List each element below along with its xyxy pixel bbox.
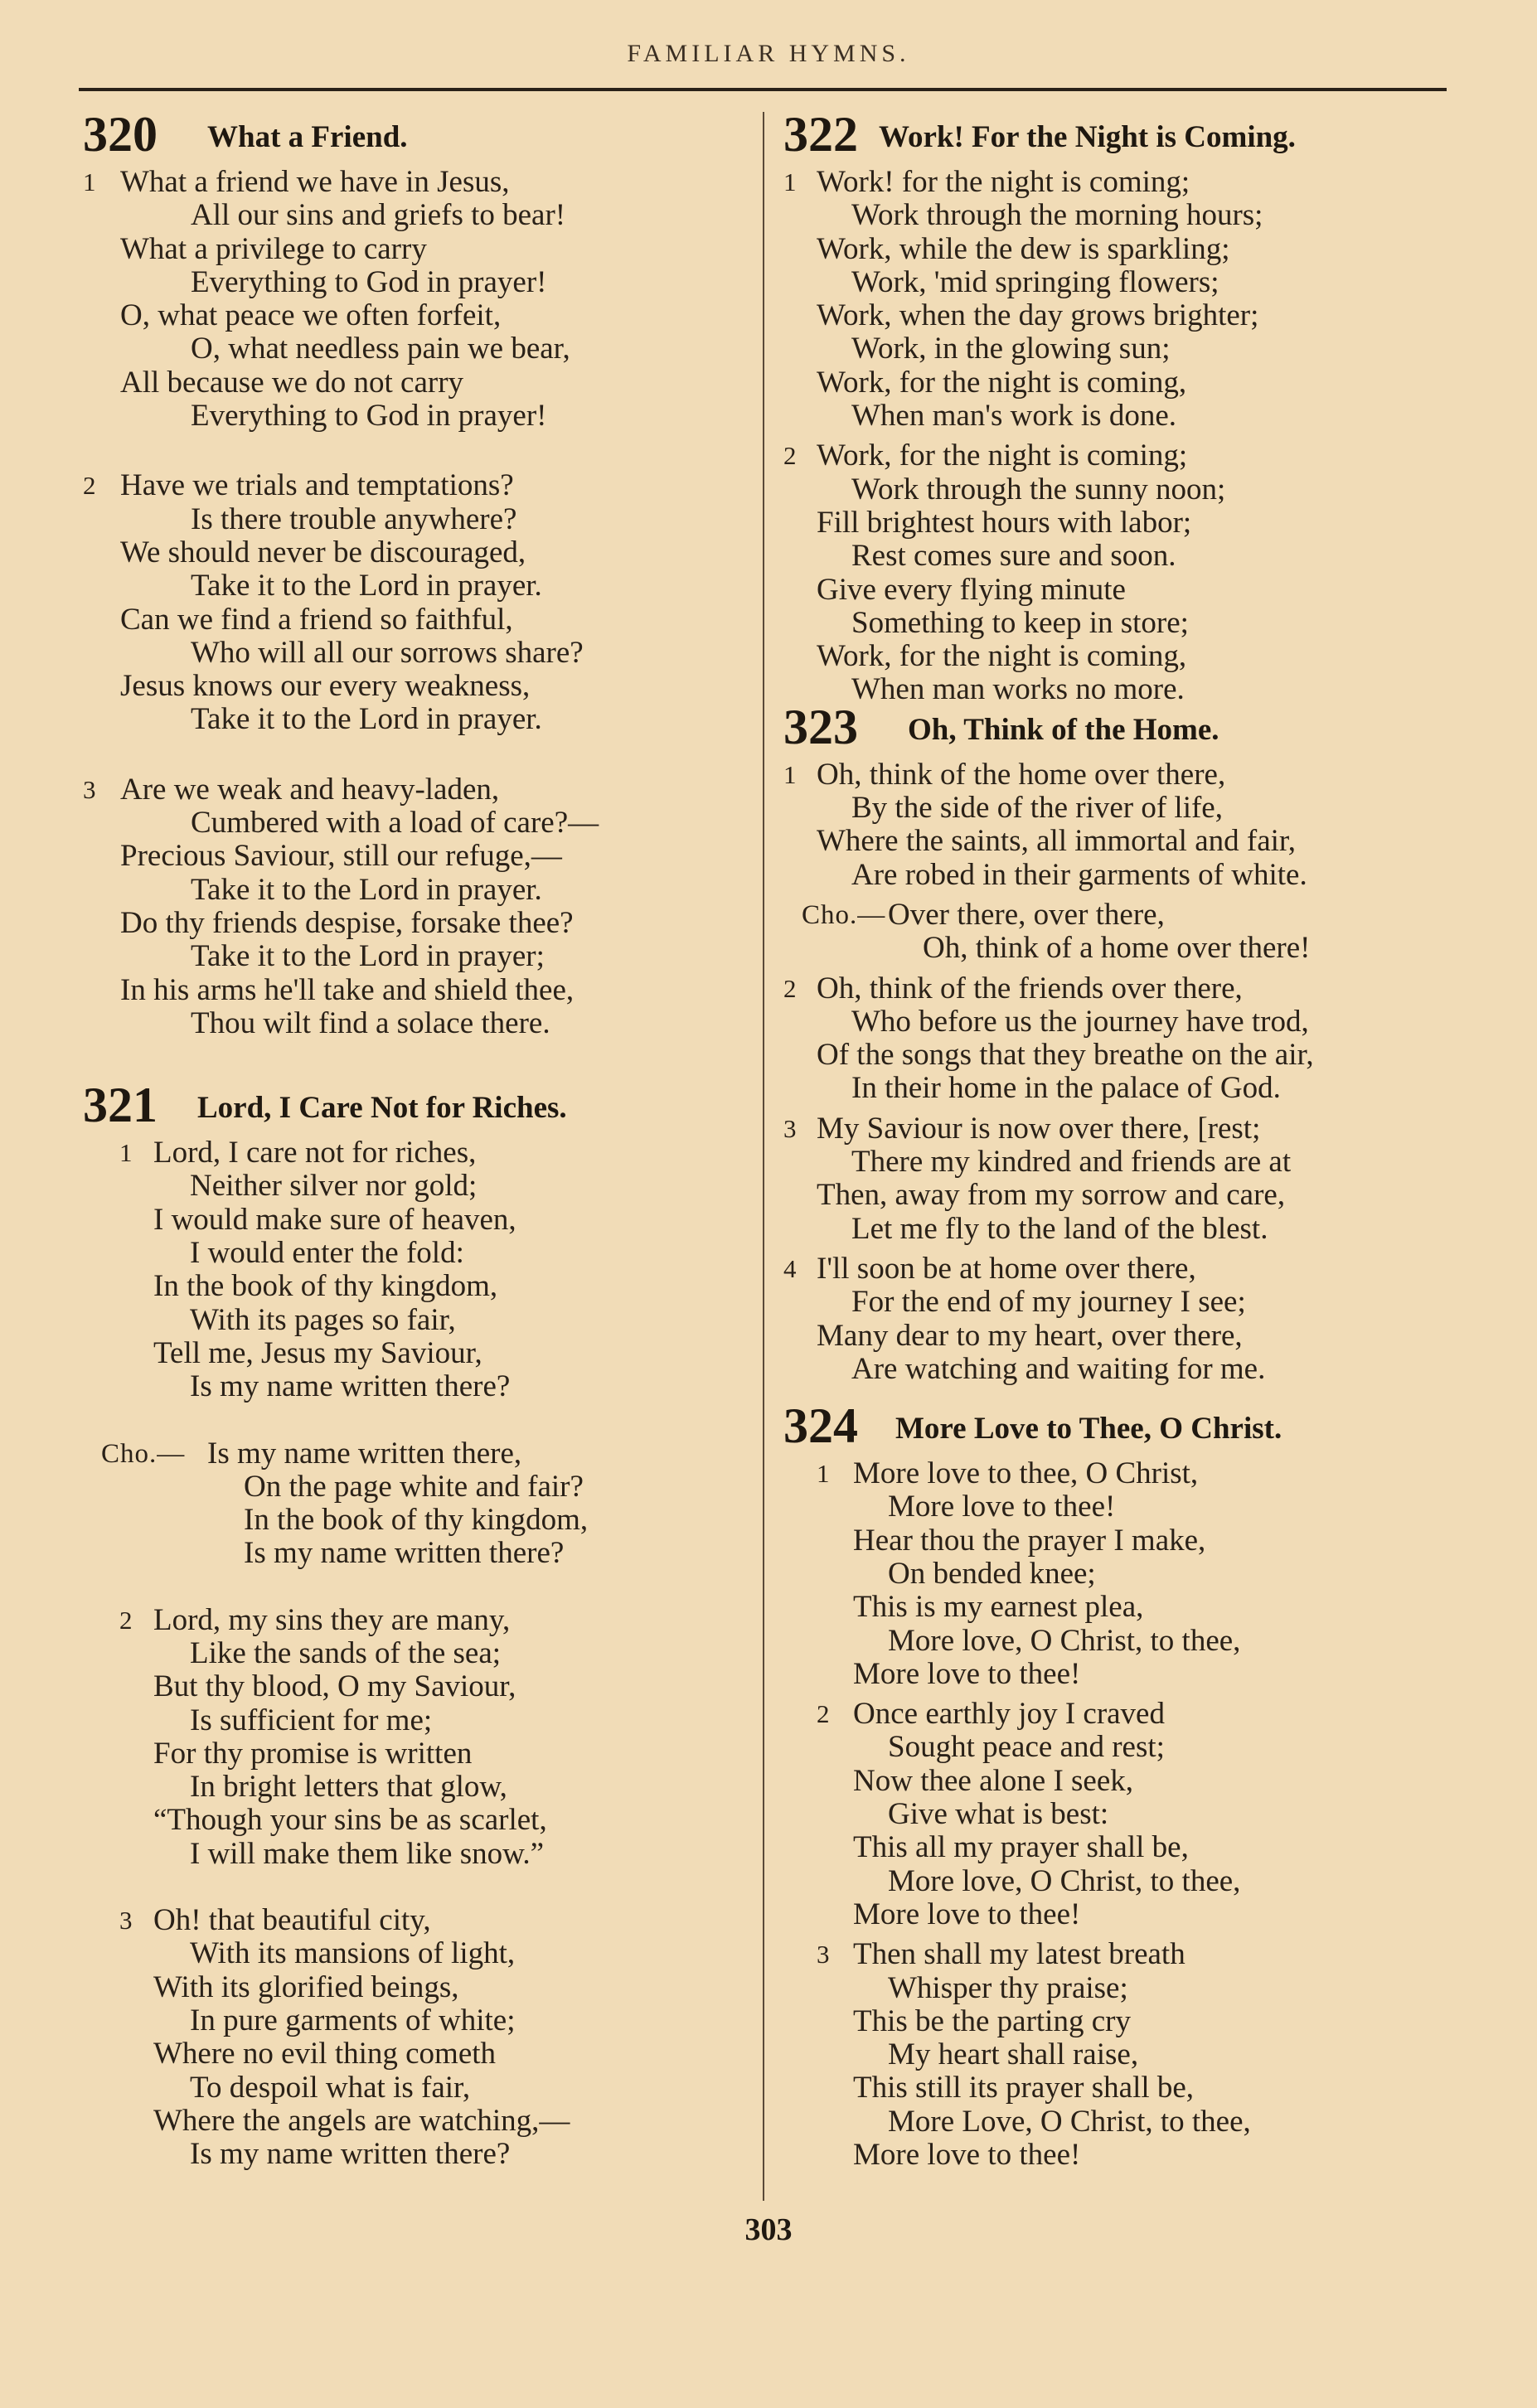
verse-text: O, what peace we often forfeit, bbox=[120, 298, 502, 333]
verse-line bbox=[783, 366, 1463, 400]
verse-text: Everything to God in prayer! bbox=[191, 399, 547, 434]
stanza bbox=[783, 1698, 1463, 1931]
verse-text: More love, O Christ, to thee, bbox=[888, 1623, 1241, 1658]
verse-line bbox=[783, 899, 1463, 932]
verse-text: More love to thee! bbox=[888, 1490, 1116, 1524]
verse-line bbox=[783, 1072, 1463, 1105]
verse-text: More love to thee! bbox=[853, 2138, 1081, 2173]
hymn-title: What a Friend. bbox=[207, 120, 408, 154]
hymn-title: Oh, Think of the Home. bbox=[908, 712, 1219, 747]
chorus-marker: Cho.— bbox=[101, 1438, 186, 1469]
stanza-number: 1 bbox=[119, 1138, 133, 1168]
verse-text: Take it to the Lord in prayer. bbox=[191, 569, 542, 603]
verse-line bbox=[783, 825, 1463, 858]
verse-text: On bended knee; bbox=[888, 1556, 1096, 1591]
verse-text: For the end of my journey I see; bbox=[851, 1285, 1246, 1320]
verse-text: Over there, over there, bbox=[888, 897, 1165, 932]
verse-line bbox=[83, 1270, 754, 1303]
verse-line bbox=[783, 332, 1463, 366]
verse-line bbox=[83, 1971, 754, 2004]
verse-text: Whisper thy praise; bbox=[888, 1970, 1128, 2005]
stanza-number: 2 bbox=[83, 471, 96, 501]
verse-line bbox=[83, 1670, 754, 1703]
verse-text: O, what needless pain we bear, bbox=[191, 332, 570, 366]
verse-line bbox=[783, 473, 1463, 506]
verse-text: More love to thee, O Christ, bbox=[853, 1456, 1199, 1491]
hymn-title: Lord, I Care Not for Riches. bbox=[197, 1091, 567, 1126]
verse-text: Give every flying minute bbox=[817, 572, 1126, 607]
verse-line bbox=[83, 2138, 754, 2171]
verse-line bbox=[83, 1838, 754, 1871]
stanza bbox=[783, 972, 1463, 1106]
verse-text: But thy blood, O my Saviour, bbox=[153, 1669, 516, 1704]
hymn-number: 321 bbox=[83, 1078, 158, 1133]
verse-text: Neither silver nor gold; bbox=[190, 1169, 478, 1204]
stanza bbox=[783, 758, 1463, 892]
hymn-header bbox=[83, 99, 754, 166]
verse-line bbox=[83, 907, 754, 940]
verse-text: What a friend we have in Jesus, bbox=[120, 165, 510, 199]
verse-text: By the side of the river of life, bbox=[851, 791, 1223, 826]
verse-text: Sought peace and rest; bbox=[888, 1730, 1165, 1765]
stanza-number: 3 bbox=[83, 774, 96, 804]
verse-text: Now thee alone I seek, bbox=[853, 1763, 1134, 1798]
verse-text: Work through the sunny noon; bbox=[851, 472, 1226, 506]
verse-line bbox=[783, 972, 1463, 1005]
verse-line bbox=[783, 2038, 1463, 2071]
verse-text: In pure garments of white; bbox=[190, 2003, 516, 2037]
verse-line bbox=[783, 1558, 1463, 1591]
verse-line bbox=[83, 1470, 754, 1504]
verse-line bbox=[83, 840, 754, 873]
verse-line bbox=[83, 1370, 754, 1403]
verse-text: My heart shall raise, bbox=[888, 2037, 1139, 2072]
verse-text: I will make them like snow.” bbox=[190, 1836, 545, 1871]
verse-text: Tell me, Jesus my Saviour, bbox=[153, 1335, 482, 1370]
verse-text: Take it to the Lord in prayer; bbox=[191, 939, 545, 974]
verse-line bbox=[783, 1005, 1463, 1039]
verse-line bbox=[783, 1831, 1463, 1864]
stanza-number: 3 bbox=[119, 1906, 133, 1936]
stanza bbox=[83, 1136, 754, 1403]
verse-text: In the book of thy kingdom, bbox=[153, 1269, 498, 1304]
hymn-323 bbox=[783, 692, 1463, 1386]
verse-text: More love to thee! bbox=[853, 1656, 1081, 1691]
verse-text: Do thy friends despise, forsake thee? bbox=[120, 905, 574, 940]
verse-line bbox=[783, 1213, 1463, 1246]
page-number: 303 bbox=[744, 2212, 793, 2247]
verse-text: Of the songs that they breathe on the air, bbox=[817, 1038, 1314, 1073]
verse-line bbox=[783, 2139, 1463, 2172]
stanza-number: 1 bbox=[83, 167, 96, 196]
verse-text: Let me fly to the land of the blest. bbox=[851, 1211, 1268, 1246]
stanza-number: 3 bbox=[817, 1940, 830, 1970]
verse-line bbox=[783, 233, 1463, 266]
stanza-number: 4 bbox=[783, 1253, 797, 1283]
verse-line bbox=[783, 1798, 1463, 1831]
verse-text: In the book of thy kingdom, bbox=[244, 1503, 589, 1538]
verse-text: Have we trials and temptations? bbox=[120, 468, 514, 503]
hymn-header bbox=[783, 1391, 1463, 1457]
verse-line bbox=[83, 1204, 754, 1237]
verse-line bbox=[783, 439, 1463, 472]
verse-text: Where no evil thing cometh bbox=[153, 2037, 497, 2071]
stanza-number: 1 bbox=[783, 759, 797, 789]
verse-text: Work, 'mid springing flowers; bbox=[851, 264, 1219, 299]
verse-text: In his arms he'll take and shield thee, bbox=[120, 972, 575, 1007]
verse-line bbox=[783, 859, 1463, 892]
verse-text: Work, for the night is coming, bbox=[817, 365, 1187, 400]
verse-text: Who before us the journey have trod, bbox=[851, 1004, 1309, 1039]
verse-line bbox=[783, 1320, 1463, 1353]
verse-line bbox=[83, 603, 754, 637]
stanza bbox=[783, 1112, 1463, 1246]
verse-line bbox=[783, 1972, 1463, 2005]
verse-line bbox=[783, 540, 1463, 573]
verse-line bbox=[83, 1337, 754, 1370]
hymn-324 bbox=[783, 1391, 1463, 2172]
verse-text: To despoil what is fair, bbox=[190, 2070, 471, 2105]
verse-line bbox=[783, 932, 1463, 965]
verse-text: Give what is best: bbox=[888, 1797, 1109, 1832]
verse-text: In bright letters that glow, bbox=[190, 1770, 507, 1805]
verse-text: With its pages so fair, bbox=[190, 1302, 456, 1337]
verse-line bbox=[783, 574, 1463, 607]
verse-text: Work, while the dew is sparkling; bbox=[817, 231, 1230, 266]
verse-line bbox=[783, 166, 1463, 199]
stanza bbox=[783, 439, 1463, 706]
verse-text: More Love, O Christ, to thee, bbox=[888, 2104, 1251, 2139]
verse-line bbox=[83, 1237, 754, 1270]
verse-line bbox=[783, 1112, 1463, 1146]
verse-line bbox=[783, 1457, 1463, 1490]
verse-line bbox=[83, 1904, 754, 1937]
verse-text: Thou wilt find a solace there. bbox=[191, 1005, 550, 1040]
hymn-header bbox=[783, 99, 1463, 166]
stanza bbox=[83, 469, 754, 736]
verse-line bbox=[83, 1737, 754, 1771]
verse-text: I'll soon be at home over there, bbox=[817, 1251, 1196, 1286]
verse-line bbox=[83, 1637, 754, 1670]
verse-line bbox=[83, 469, 754, 502]
verse-line bbox=[83, 874, 754, 907]
verse-line bbox=[83, 299, 754, 332]
verse-line bbox=[783, 1765, 1463, 1798]
verse-line bbox=[783, 1865, 1463, 1898]
verse-text: On the page white and fair? bbox=[244, 1469, 584, 1504]
verse-line bbox=[83, 1136, 754, 1170]
verse-text: Take it to the Lord in prayer. bbox=[191, 702, 542, 737]
verse-text: Work, in the glowing sun; bbox=[851, 332, 1171, 366]
stanza bbox=[83, 773, 754, 1040]
verse-line bbox=[83, 1304, 754, 1337]
verse-line bbox=[783, 2071, 1463, 2105]
verse-text: Is my name written there, bbox=[207, 1436, 522, 1470]
verse-text: “Though your sins be as scarlet, bbox=[153, 1803, 547, 1838]
verse-line bbox=[83, 266, 754, 299]
hymn-number: 323 bbox=[783, 699, 858, 754]
verse-text: All our sins and griefs to bear! bbox=[191, 198, 566, 233]
verse-line bbox=[83, 2004, 754, 2037]
verse-text: Is my name written there? bbox=[244, 1536, 565, 1571]
verse-line bbox=[83, 536, 754, 569]
verse-line bbox=[783, 1146, 1463, 1179]
verse-text: Then shall my latest breath bbox=[853, 1937, 1185, 1972]
verse-line bbox=[83, 637, 754, 670]
header-rule bbox=[79, 88, 1447, 91]
verse-text: Is my name written there? bbox=[190, 2137, 511, 2172]
verse-text: Lord, my sins they are many, bbox=[153, 1602, 511, 1637]
verse-line bbox=[783, 2105, 1463, 2139]
verse-line bbox=[83, 1704, 754, 1737]
verse-text: Take it to the Lord in prayer. bbox=[191, 872, 542, 907]
verse-text: Oh, think of the home over there, bbox=[817, 757, 1226, 792]
verse-text: Work through the morning hours; bbox=[851, 198, 1263, 233]
verse-line bbox=[83, 940, 754, 973]
verse-line bbox=[83, 670, 754, 703]
stanza bbox=[83, 1904, 754, 2171]
verse-line bbox=[83, 1007, 754, 1040]
verse-text: Is sufficient for me; bbox=[190, 1703, 433, 1737]
verse-text: With its glorified beings, bbox=[153, 1970, 459, 2004]
right-column bbox=[783, 99, 1463, 2178]
verse-text: All because we do not carry bbox=[120, 365, 464, 400]
verse-line bbox=[783, 1658, 1463, 1691]
verse-line bbox=[83, 703, 754, 736]
verse-text: This all my prayer shall be, bbox=[853, 1830, 1189, 1865]
verse-text: Who will all our sorrows share? bbox=[191, 635, 584, 670]
verse-text: Cumbered with a load of care?— bbox=[191, 806, 599, 841]
column-divider bbox=[763, 112, 764, 2201]
hymn-header bbox=[783, 692, 1463, 758]
verse-text: Everything to God in prayer! bbox=[191, 264, 547, 299]
verse-text: Work, when the day grows brighter; bbox=[817, 298, 1259, 333]
verse-text: Precious Saviour, still our refuge,— bbox=[120, 839, 562, 874]
verse-line bbox=[783, 1353, 1463, 1386]
verse-text: Something to keep in store; bbox=[851, 605, 1189, 640]
verse-text: More love, O Christ, to thee, bbox=[888, 1863, 1241, 1898]
hymn-title: More Love to Thee, O Christ. bbox=[895, 1412, 1282, 1446]
verse-line bbox=[83, 2037, 754, 2071]
chorus bbox=[83, 1437, 754, 1571]
verse-text: Then, away from my sorrow and care, bbox=[817, 1178, 1286, 1213]
verse-text: More love to thee! bbox=[853, 1897, 1081, 1931]
verse-line bbox=[783, 792, 1463, 825]
stanza bbox=[83, 1604, 754, 1871]
verse-line bbox=[83, 1504, 754, 1537]
verse-line bbox=[783, 1625, 1463, 1658]
stanza-number: 1 bbox=[783, 167, 797, 196]
hymn-number: 320 bbox=[83, 107, 158, 162]
stanza bbox=[783, 1457, 1463, 1691]
hymn-title: Work! For the Night is Coming. bbox=[879, 120, 1296, 154]
verse-line bbox=[83, 503, 754, 536]
verse-line bbox=[83, 773, 754, 807]
verse-text: Once earthly joy I craved bbox=[853, 1697, 1165, 1732]
verse-line bbox=[783, 506, 1463, 540]
verse-line bbox=[83, 1604, 754, 1637]
verse-text: Work! for the night is coming; bbox=[817, 165, 1190, 199]
verse-text: I would make sure of heaven, bbox=[153, 1202, 516, 1237]
verse-text: Fill brightest hours with labor; bbox=[817, 505, 1192, 540]
verse-line bbox=[83, 332, 754, 366]
verse-text: Work, for the night is coming; bbox=[817, 438, 1188, 473]
stanza-number: 2 bbox=[783, 441, 797, 471]
stanza-number: 1 bbox=[817, 1459, 830, 1489]
verse-line bbox=[783, 400, 1463, 433]
verse-line bbox=[83, 2071, 754, 2105]
hymn-320 bbox=[83, 99, 754, 1040]
verse-line bbox=[783, 266, 1463, 299]
verse-text: Where the saints, all immortal and fair, bbox=[817, 824, 1296, 859]
verse-line bbox=[783, 1938, 1463, 1971]
verse-line bbox=[783, 1039, 1463, 1072]
stanza-number: 3 bbox=[783, 1113, 797, 1143]
verse-line bbox=[83, 400, 754, 433]
verse-text: Is my name written there? bbox=[190, 1369, 511, 1404]
verse-text: Like the sands of the sea; bbox=[190, 1635, 502, 1670]
verse-line bbox=[83, 1537, 754, 1570]
verse-text: Are we weak and heavy-laden, bbox=[120, 772, 500, 807]
verse-line bbox=[83, 233, 754, 266]
verse-line bbox=[783, 2005, 1463, 2038]
verse-text: I would enter the fold: bbox=[190, 1236, 464, 1271]
verse-text: What a privilege to carry bbox=[120, 231, 427, 266]
verse-text: Oh, think of the friends over there, bbox=[817, 971, 1243, 1005]
chorus bbox=[783, 899, 1463, 966]
left-column bbox=[83, 99, 754, 2204]
verse-text: Hear thou the prayer I make, bbox=[853, 1523, 1206, 1558]
verse-text: Oh, think of a home over there! bbox=[923, 931, 1311, 966]
verse-line bbox=[783, 1524, 1463, 1558]
verse-text: Many dear to my heart, over there, bbox=[817, 1318, 1243, 1353]
running-head: FAMILIAR HYMNS. bbox=[627, 40, 910, 67]
verse-text: My Saviour is now over there, [rest; bbox=[817, 1111, 1261, 1146]
verse-text: Where the angels are watching,— bbox=[153, 2103, 570, 2138]
hymn-number: 322 bbox=[783, 107, 858, 162]
verse-line bbox=[83, 974, 754, 1007]
verse-text: Are watching and waiting for me. bbox=[851, 1351, 1266, 1386]
verse-text: Is there trouble anywhere? bbox=[191, 501, 517, 536]
verse-line bbox=[83, 366, 754, 400]
verse-text: Can we find a friend so faithful, bbox=[120, 602, 513, 637]
verse-line bbox=[783, 1490, 1463, 1524]
verse-line bbox=[83, 166, 754, 199]
verse-line bbox=[783, 299, 1463, 332]
stanza bbox=[83, 166, 754, 433]
verse-line bbox=[783, 1591, 1463, 1624]
verse-line bbox=[783, 640, 1463, 673]
stanza-number: 2 bbox=[783, 973, 797, 1003]
verse-text: Jesus knows our every weakness, bbox=[120, 669, 531, 704]
verse-text: Oh! that beautiful city, bbox=[153, 1903, 431, 1938]
verse-line bbox=[783, 1179, 1463, 1212]
verse-line bbox=[783, 1731, 1463, 1764]
verse-text: Rest comes sure and soon. bbox=[851, 539, 1176, 574]
verse-line bbox=[783, 1898, 1463, 1931]
verse-line bbox=[783, 1286, 1463, 1319]
verse-line bbox=[83, 1437, 754, 1470]
verse-line bbox=[83, 807, 754, 840]
verse-line bbox=[83, 199, 754, 232]
verse-text: This is my earnest plea, bbox=[853, 1590, 1144, 1625]
hymn-header bbox=[83, 1070, 754, 1136]
hymn-number: 324 bbox=[783, 1398, 858, 1454]
verse-text: This be the parting cry bbox=[853, 2003, 1131, 2038]
verse-text: We should never be discouraged, bbox=[120, 535, 526, 569]
verse-text: For thy promise is written bbox=[153, 1736, 473, 1771]
verse-line bbox=[783, 607, 1463, 640]
verse-text: When man's work is done. bbox=[851, 399, 1177, 434]
verse-text: With its mansions of light, bbox=[190, 1936, 516, 1971]
verse-text: This still its prayer shall be, bbox=[853, 2071, 1195, 2105]
verse-text: Are robed in their garments of white. bbox=[851, 857, 1307, 892]
verse-line bbox=[783, 199, 1463, 232]
verse-text: Work, for the night is coming, bbox=[817, 639, 1187, 674]
hymn-322 bbox=[783, 99, 1463, 707]
chorus-marker: Cho.— bbox=[802, 899, 886, 930]
verse-line bbox=[83, 1937, 754, 1970]
verse-line bbox=[783, 1698, 1463, 1731]
stanza bbox=[783, 166, 1463, 433]
verse-line bbox=[83, 1771, 754, 1804]
stanza bbox=[783, 1938, 1463, 2172]
hymn-321 bbox=[83, 1070, 754, 2171]
verse-line bbox=[83, 1170, 754, 1203]
verse-text: In their home in the palace of God. bbox=[851, 1071, 1281, 1106]
verse-line bbox=[83, 2105, 754, 2138]
stanza-number: 2 bbox=[119, 1605, 133, 1635]
verse-line bbox=[783, 758, 1463, 792]
verse-line bbox=[783, 1252, 1463, 1286]
verse-text: There my kindred and friends are at bbox=[851, 1145, 1292, 1180]
stanza-number: 2 bbox=[817, 1699, 830, 1729]
verse-line bbox=[83, 569, 754, 603]
verse-line bbox=[83, 1804, 754, 1837]
stanza bbox=[783, 1252, 1463, 1386]
verse-text: When man works no more. bbox=[851, 672, 1185, 707]
verse-text: Lord, I care not for riches, bbox=[153, 1136, 477, 1170]
